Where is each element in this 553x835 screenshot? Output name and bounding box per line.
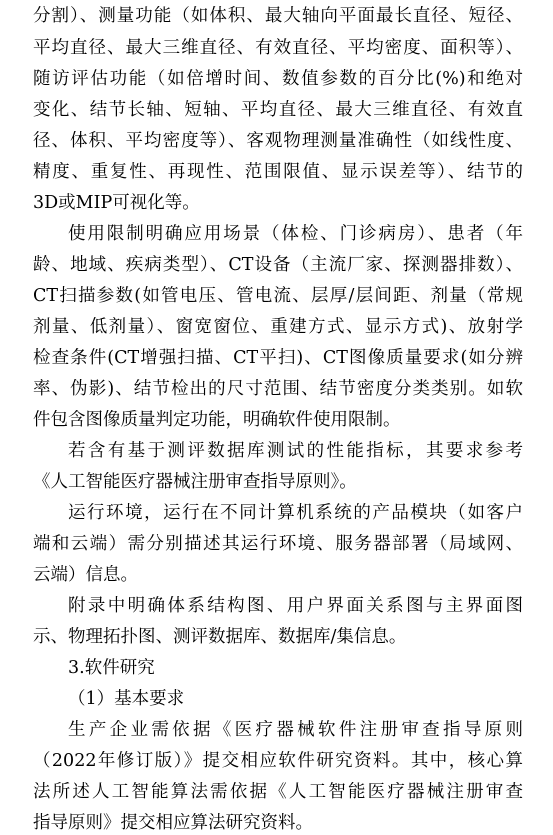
text-line: 龄、地域、疾病类型）、CT设备（主流厂家、探测器排数）、 — [33, 255, 523, 275]
text-line: 平均直径、最大三维直径、有效直径、平均密度、面积等）、 — [33, 38, 523, 58]
text-line: 云端）信息。 — [33, 565, 138, 585]
section-heading: 3.软件研究 — [68, 658, 155, 678]
paragraph-first-line: 附录中明确体系结构图、用户界面关系图与主界面图 — [68, 596, 523, 616]
text-line: 示、物理拓扑图、测评数据库、数据库/集信息。 — [33, 627, 407, 647]
text-line: 率、伪影)、结节检出的尺寸范围、结节密度分类类别。如软 — [33, 379, 523, 399]
text-line: 变化、结节长轴、短轴、平均直径、最大三维直径、有效直 — [33, 100, 523, 120]
text-line: （2022年修订版）》提交相应软件研究资料。其中，核心算 — [33, 751, 523, 771]
text-line: 法所述人工智能算法需依据《人工智能医疗器械注册审查 — [33, 782, 523, 802]
text-line: 径、体积、平均密度等）、客观物理测量准确性（如线性度、 — [33, 131, 523, 151]
text-line: 指导原则》提交相应算法研究资料。 — [33, 813, 313, 833]
paragraph-first-line: 生产企业需依据《医疗器械软件注册审查指导原则 — [68, 720, 523, 740]
paragraph-first-line: 使用限制明确应用场景（体检、门诊病房）、患者（年 — [68, 224, 523, 244]
text-line: 3D或MIP可视化等。 — [33, 193, 200, 213]
paragraph-first-line: 若含有基于测评数据库测试的性能指标，其要求参考 — [68, 441, 523, 461]
paragraph-first-line: 运行环境，运行在不同计算机系统的产品模块（如客户 — [68, 503, 523, 523]
text-line: 剂量、低剂量）、窗宽窗位、重建方式、显示方式)、放射学 — [33, 317, 523, 337]
text-line: 检查条件(CT增强扫描、CT平扫)、CT图像质量要求(如分辨 — [33, 348, 523, 368]
text-line: CT扫描参数(如管电压、管电流、层厚/层间距、剂量（常规 — [33, 286, 523, 306]
text-line: 《人工智能医疗器械注册审查指导原则》。 — [33, 472, 357, 492]
text-line: 精度、重复性、再现性、范围限值、显示误差等）、结节的 — [33, 162, 523, 182]
text-line: 件包含图像质量判定功能，明确软件使用限制。 — [33, 410, 401, 430]
text-line: 端和云端）需分别描述其运行环境、服务器部署（局域网、 — [33, 534, 523, 554]
text-line: 分割）、测量功能（如体积、最大轴向平面最长直径、短径、 — [33, 6, 523, 26]
text-line: 随访评估功能（如倍增时间、数值参数的百分比(%)和绝对 — [33, 69, 523, 89]
subsection-heading: （1）基本要求 — [68, 689, 185, 709]
